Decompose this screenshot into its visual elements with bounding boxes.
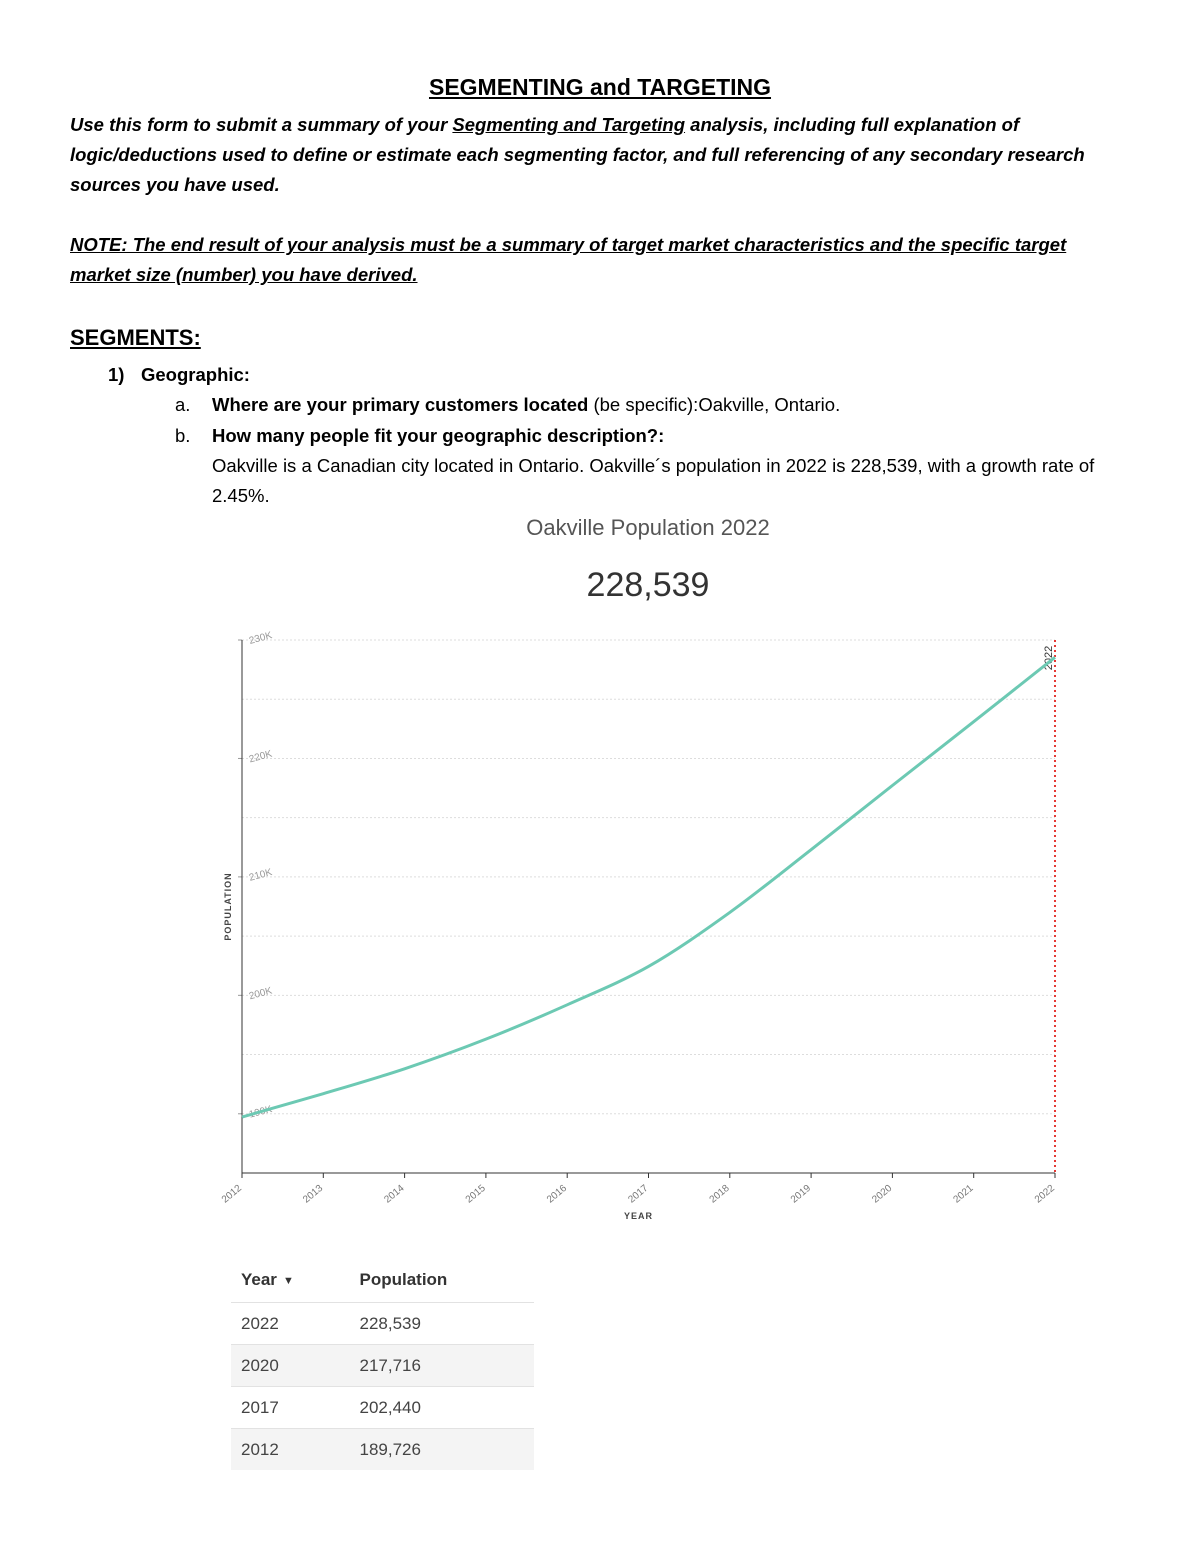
year-column-header[interactable] [231, 1258, 349, 1303]
intro-text-end: analysis, including full explanation of logic/deductions used to define or estimate each segmenting factor, and full referencing of any secondary research sources you have used. [70, 114, 1085, 195]
year-cell: 2022 [231, 1303, 349, 1345]
x-tick-label: 2015 [463, 1182, 488, 1206]
population-table [231, 1258, 534, 1470]
population-cell: 228,539 [349, 1303, 534, 1345]
document-title: SEGMENTING and TARGETING [428, 74, 772, 100]
sort-down-icon[interactable]: ▼ [282, 1274, 294, 1287]
y-tick-label: 220K [247, 748, 274, 766]
population-answer: Oakville is a Canadian city located in Ontario. Oakville´s population in 2022 is 228,539, with a growth rate of 2.45%. [212, 455, 1095, 506]
y-tick-label: 210K [247, 867, 274, 884]
x-tick-label: 2012 [219, 1182, 244, 1206]
x-axis-label: YEAR [623, 1211, 654, 1220]
table-header-row [231, 1258, 534, 1303]
table-row [231, 1345, 534, 1387]
table-row [231, 1387, 534, 1429]
year-cell: 2017 [231, 1387, 349, 1429]
table-row [231, 1429, 534, 1471]
year-cell: 2012 [231, 1429, 349, 1471]
y-axis-label: POPULATION [223, 872, 233, 941]
chart-title: Oakville Population 2022 [526, 515, 770, 540]
population-line-chart [215, 625, 1075, 1220]
y-tick-label: 230K [247, 630, 274, 647]
population-cell: 217,716 [349, 1345, 534, 1387]
intro-paragraph [70, 110, 1130, 200]
population-series-line [242, 657, 1055, 1117]
x-tick-label: 2013 [301, 1182, 326, 1206]
list-marker-a: a. [175, 394, 191, 415]
intro-underlined-text: Segmenting and Targeting [452, 114, 686, 135]
location-question-text: Where are your primary customers located [212, 394, 589, 415]
x-tick-label: 2018 [707, 1182, 732, 1206]
x-tick-label: 2022 [1032, 1182, 1057, 1206]
geographic-label: Geographic: [141, 364, 250, 385]
table-row [231, 1303, 534, 1345]
x-tick-label: 2019 [788, 1182, 814, 1206]
y-tick-label: 190K [247, 1104, 274, 1121]
year-cell: 2020 [231, 1345, 349, 1387]
location-answer: (be specific):Oakville, Ontario. [588, 394, 841, 415]
list-marker-1: 1) [108, 364, 125, 385]
year-header-label: Year [241, 1270, 277, 1289]
note-paragraph: NOTE: The end result of your analysis must be a summary of target market characteristics and the specific target market size (number) you have derived. [70, 234, 1067, 285]
location-question [212, 390, 840, 420]
marker-label: 2022 [1043, 645, 1055, 671]
population-cell: 189,726 [349, 1429, 534, 1471]
y-tick-label: 200K [247, 985, 274, 1003]
population-question: How many people fit your geographic description?: [212, 425, 665, 446]
population-column-header[interactable]: Population [359, 1270, 448, 1289]
x-tick-label: 2014 [382, 1182, 407, 1206]
x-tick-label: 2016 [545, 1182, 570, 1206]
chart-headline-value: 228,539 [586, 566, 710, 604]
list-marker-b: b. [175, 425, 191, 446]
x-tick-label: 2017 [626, 1182, 651, 1206]
segments-heading: SEGMENTS: [70, 325, 201, 350]
x-tick-label: 2020 [870, 1182, 895, 1206]
x-tick-label: 2021 [951, 1182, 976, 1206]
population-cell: 202,440 [349, 1387, 534, 1429]
intro-text-start: Use this form to submit a summary of your [70, 114, 453, 135]
